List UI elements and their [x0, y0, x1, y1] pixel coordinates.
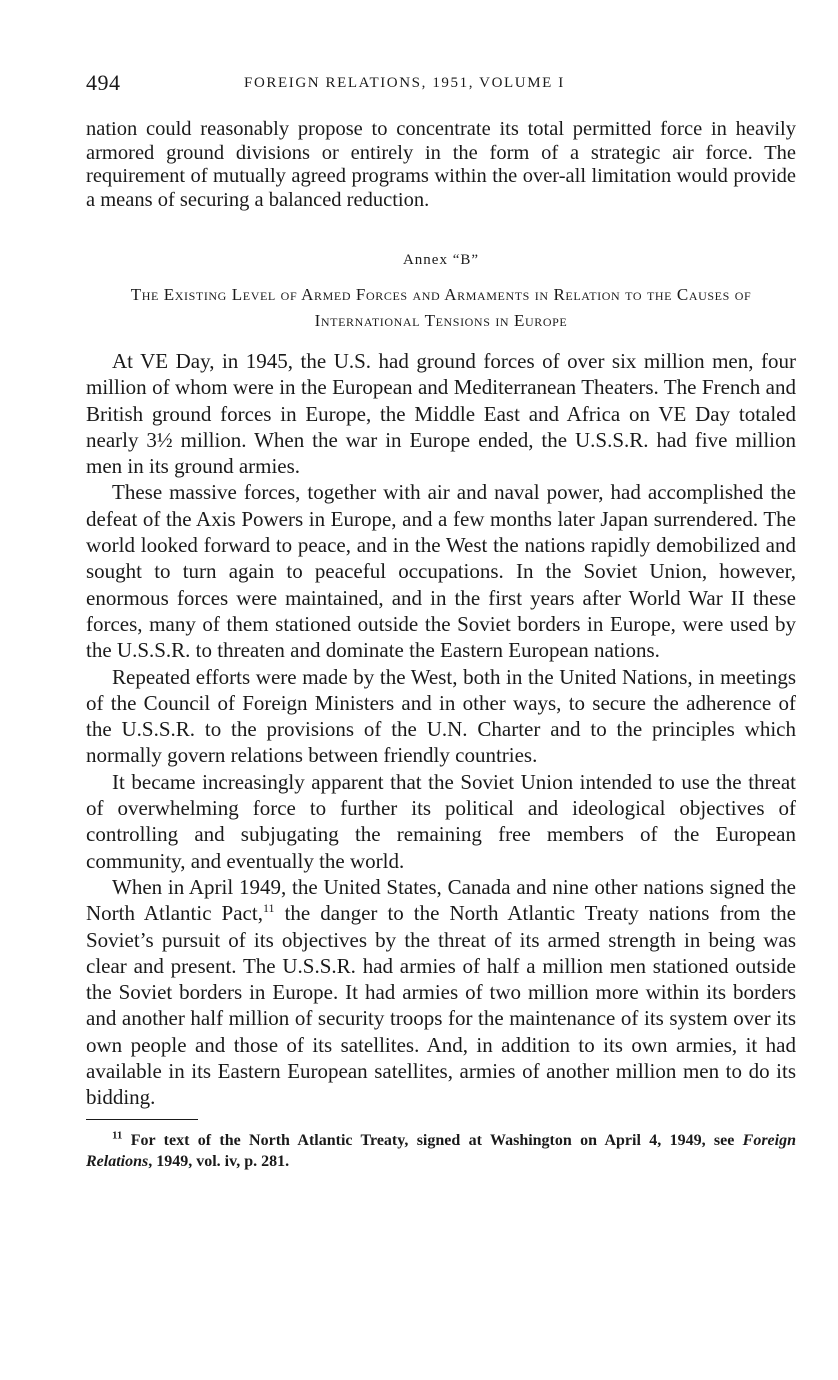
continued-paragraph: nation could reasonably propose to concentrate its total permitted force in heavily armored ground divisions or entirely in the form of a strategic air force. The requirement of mutually agreed programs within the over-all limitation would provide a means of securing a balanced reduction. — [86, 118, 796, 211]
annex-body — [86, 348, 796, 1111]
paragraph-soviet-intent: It became increasingly apparent that the Soviet Union intended to use the threat of overwhelming force to further its political and ideological objectives of controlling and subjugating the remaining free members of the European community, and eventually the world. — [86, 769, 796, 873]
running-header — [86, 70, 796, 100]
footnote-source-title: Foreign Relations — [86, 1131, 796, 1170]
footnote-text-start: For text of the North Atlantic Treaty, signed at Washington on April 4, 1949, see — [122, 1131, 743, 1149]
footnote-reference[interactable]: 11 — [262, 901, 275, 916]
footnote-text-end: , 1949, vol. iv, p. 281. — [148, 1152, 290, 1170]
paragraph-north-atlantic-pact — [86, 874, 796, 1111]
footnote-divider — [86, 1119, 198, 1120]
page-number: 494 — [86, 70, 121, 95]
annex-label: Annex “B” — [402, 252, 480, 268]
running-title: FOREIGN RELATIONS, 1951, VOLUME I — [244, 75, 565, 91]
annex-heading: The Existing Level of Armed Forces and Armaments in Relation to the Causes of International Tensions in Europe — [130, 285, 752, 330]
paragraph-text-after-note: the danger to the North Atlantic Treaty nations from the Soviet’s pursuit of its objectives by the threat of its armed strength in being was clear and present. The U.S.S.R. had armies of half a million men stationed outside the Soviet borders in Europe. It had armies of two million more within its borders and another half million of security troops for the maintenance of its system over its own people and those of its satellites. And, in addition to its own armies, it had available in its Eastern European satellites, armies of another million men to do its bidding. — [86, 901, 796, 1110]
footnote-marker: 11 — [112, 1129, 123, 1142]
paragraph-ve-day: At VE Day, in 1945, the U.S. had ground forces of over six million men, four million of whom were in the European and Mediterranean Theaters. The French and British ground forces in Europe, the Middle East and Africa on VE Day totaled nearly 3½ million. When the war in Europe ended, the U.S.S.R. had five million men in its ground armies. — [86, 349, 796, 479]
document-page — [86, 70, 796, 1172]
paragraph-repeated-efforts: Repeated efforts were made by the West, both in the United Nations, in meetings of the Council of Foreign Ministers and in other ways, to secure the adherence of the U.S.S.R. to the provisions of the U.N. Charter and to the principles which normally govern relations between friendly countries. — [86, 664, 796, 768]
paragraph-text-before-note: When in April 1949, the United States, Canada and nine other nations signed the North Atlantic Pact, — [86, 874, 796, 926]
footnote — [86, 1130, 796, 1172]
paragraph-massive-forces: These massive forces, together with air and naval power, had accomplished the defeat of the Axis Powers in Europe, and a few months later Japan surrendered. The world looked forward to peace, and in the West the nations rapidly demobilized and sought to turn again to peaceful occupations. In the Soviet Union, however, enormous forces were maintained, and in the first years after World War II these forces, many of them stationed outside the Soviet borders in Europe, were used by the U.S.S.R. to threaten and dominate the Eastern European nations. — [86, 480, 796, 663]
